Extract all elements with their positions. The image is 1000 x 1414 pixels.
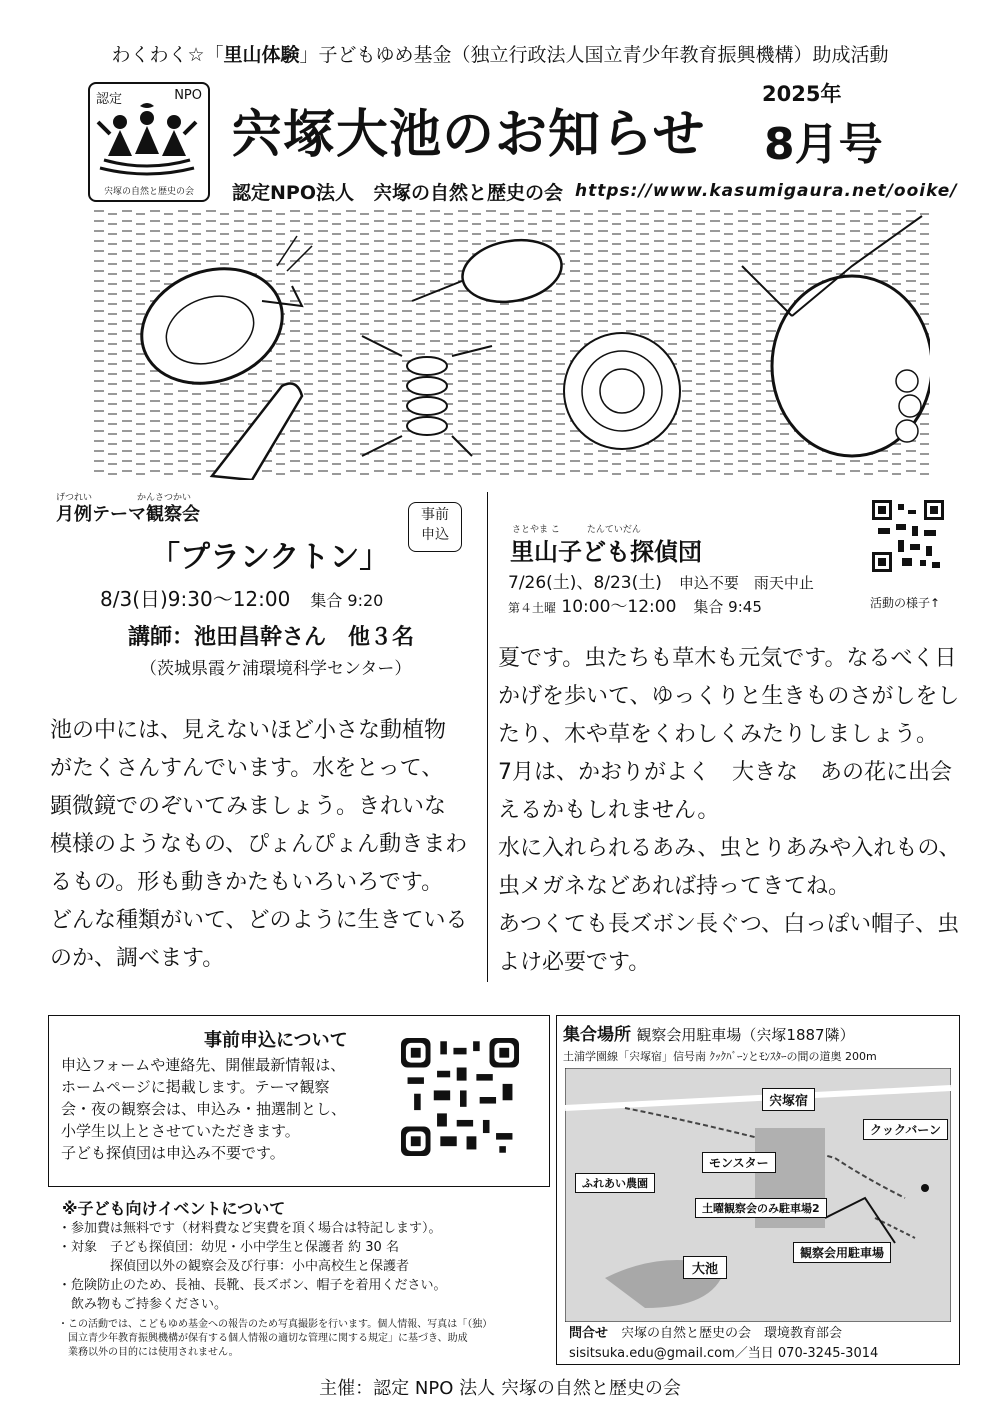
organizer-footer: 主催：認定 NPO 法人 宍塚の自然と歴史の会 xyxy=(319,1378,681,1399)
detective-line: よけ必要です。 xyxy=(498,950,651,975)
application-box xyxy=(48,1015,550,1187)
kids-line: ・危険防止のため、長袖、長靴、長ズボン、帽子を着用ください。 xyxy=(58,1278,447,1293)
detective-meet-time: 集合 9:45 xyxy=(693,598,762,616)
detective-note: 申込不要 雨天中止 xyxy=(678,574,814,592)
detective-line: 夏です。虫たちも草木も元気です。なるべく日 xyxy=(498,646,957,671)
plankton-line: 池の中には、見えないほど小さな動植物 xyxy=(50,718,447,743)
pre-registration-badge: 事前 申込 xyxy=(408,502,462,552)
newsletter-title: 宍塚大池のお知らせ xyxy=(230,105,706,165)
meeting-place: 観察会用駐車場（宍塚1887隣） xyxy=(636,1026,855,1044)
plankton-line: のか、調べます。 xyxy=(50,946,225,971)
column-divider xyxy=(487,492,488,982)
application-line: 会・夜の観察会は、申込み・抽選制とし、 xyxy=(61,1100,347,1118)
privacy-line: ・この活動では、こどもゆめ基金への報告のため写真撮影を行います。個人情報、写真は「（独） xyxy=(58,1319,493,1330)
meeting-heading-row xyxy=(563,1020,855,1045)
logo-org-name: 宍塚の自然と歴史の会 xyxy=(103,187,194,197)
series-ruby: げつれい かんさつかい xyxy=(56,493,192,503)
application-line: 小学生以上とさせていただきます。 xyxy=(61,1122,300,1140)
plankton-line: どんな種類がいて、どのように生きている xyxy=(50,908,468,933)
lecturer-affiliation: （茨城県霞ケ浦環境科学センター） xyxy=(140,659,412,679)
lecturer: 講師：池田昌幹さん 他３名 xyxy=(128,625,415,650)
issue-month: 8月号 xyxy=(764,119,883,170)
logo-children-icon xyxy=(90,100,204,180)
application-text xyxy=(61,1054,346,1164)
activity-qr-code[interactable] xyxy=(872,500,944,572)
detective-line: 7月は、かおりがよく 大きな あの花に出会 xyxy=(498,760,952,785)
plankton-line: 顕微鏡でのぞいてみましょう。きれいな xyxy=(50,794,447,819)
meeting-directions: 土浦学園線「宍塚宿」信号南 ｸｯｸﾊﾞｰﾝとﾓﾝｽﾀｰの間の道奥 200m xyxy=(563,1050,877,1063)
website-url[interactable]: https://www.kasumigaura.net/ooike/ xyxy=(575,181,958,201)
map-label-ooike: 大池 xyxy=(683,1256,727,1279)
detective-line: あつくても長ズボン長ぐつ、白っぽい帽子、虫 xyxy=(498,912,960,937)
event-title-detective: 里山子ども探偵団 xyxy=(510,538,702,566)
kids-line: ・対象 子ども探偵団：幼児・小中学生と保護者 約 30 名 xyxy=(58,1240,399,1255)
sponsor-suffix: 」子どもゆめ基金（独立行政法人国立青少年教育振興機構）助成活動 xyxy=(299,44,889,66)
map-label-cook-barn: クックバーン xyxy=(863,1119,948,1140)
privacy-note xyxy=(58,1318,492,1360)
map-label-fureai: ふれあい農園 xyxy=(575,1173,655,1193)
contact-label: 問合せ xyxy=(569,1326,609,1341)
meeting-place-box xyxy=(556,1015,960,1365)
sponsor-line xyxy=(0,40,1000,67)
application-line: 申込フォームや連絡先、開催最新情報は、 xyxy=(61,1056,346,1074)
kids-line: ・参加費は無料です（材料費など実費を頂く場合は特記します）。 xyxy=(58,1221,442,1236)
series-label: 月例テーマ観察会 xyxy=(56,504,200,525)
detective-line: たり、木や草をくわしくみたりしましょう。 xyxy=(498,722,939,747)
kids-line: 探偵団以外の観察会及び行事：小中高校生と保護者 xyxy=(58,1259,410,1274)
contact-org: 宍塚の自然と歴史の会 環境教育部会 xyxy=(621,1326,843,1341)
detective-line: 虫メガネなどあれば持ってきてね。 xyxy=(498,874,851,899)
detective-description xyxy=(498,640,968,982)
detective-time: 10:00〜12:00 xyxy=(561,597,677,617)
privacy-line: 業務以外の目的には使用されません。 xyxy=(58,1347,239,1358)
sponsor-prefix: わくわく☆「 xyxy=(111,44,224,66)
logo-npo: NPO xyxy=(174,88,202,103)
npo-logo xyxy=(88,82,210,202)
plankton-line: がたくさんすんでいます。水をとって、 xyxy=(50,756,444,781)
application-qr-code[interactable] xyxy=(401,1038,519,1156)
meeting-map xyxy=(565,1068,951,1322)
detective-line: かげを歩いて、ゆっくりと生きものさがしをし xyxy=(498,684,960,709)
plankton-date: 8/3(日)9:30〜12:00 xyxy=(100,587,291,611)
meeting-heading: 集合場所 xyxy=(563,1025,631,1045)
detective-schedule-row xyxy=(508,592,762,617)
detective-schedule-prefix: 第４土曜 xyxy=(508,601,557,615)
plankton-line: るもの。形も動きかたもいろいろです。 xyxy=(50,870,444,895)
detective-dates-row xyxy=(508,568,814,593)
map-label-monster: モンスター xyxy=(702,1152,776,1173)
org-name: 認定NPO法人 宍塚の自然と歴史の会 xyxy=(232,182,563,204)
application-line: ホームページに掲載します。テーマ観察 xyxy=(61,1078,330,1096)
detective-title-ruby: さとやま こ たんていだん xyxy=(512,525,641,535)
privacy-line: 国立青少年教育振興機構が保有する個人情報の適切な管理に関する規定」に基づき、助成 xyxy=(58,1333,468,1344)
application-heading: 事前申込について xyxy=(204,1030,348,1051)
detective-line: えるかもしれません。 xyxy=(498,798,720,823)
kids-line: 飲み物もご持参ください。 xyxy=(58,1297,228,1312)
detective-line: 水に入れられるあみ、虫とりあみや入れもの、 xyxy=(498,836,961,861)
map-label-shishitsuka-juku: 宍塚宿 xyxy=(762,1088,815,1111)
plankton-line: 模様のようなもの、ぴょんぴょん動きまわ xyxy=(50,832,468,857)
contact-detail[interactable]: sisitsuka.edu@gmail.com／当日 070-3245-3014 xyxy=(569,1346,879,1361)
event-title-plankton: 「プランクトン」 xyxy=(150,540,390,575)
sponsor-highlight: 里山体験 xyxy=(223,44,300,66)
qr-caption: 活動の様子↑ xyxy=(870,596,941,610)
logo-certified: 認定 xyxy=(96,92,123,107)
plankton-illustration xyxy=(92,206,930,480)
map-label-parking: 観察会用駐車場 xyxy=(793,1242,891,1263)
plankton-datetime xyxy=(100,583,383,612)
kids-heading: ※子ども向けイベントについて xyxy=(62,1199,286,1218)
kids-info xyxy=(58,1219,446,1314)
detective-dates: 7/26(土)、8/23(土) xyxy=(508,573,662,593)
application-line: 子ども探偵団は申込み不要です。 xyxy=(61,1144,285,1162)
contact-row xyxy=(569,1322,842,1341)
map-label-saturday-parking: 土曜観察会のみ駐車場2 xyxy=(695,1198,827,1218)
plankton-meet-time: 集合 9:20 xyxy=(310,591,384,610)
plankton-description xyxy=(50,712,480,978)
issue-year: 2025年 xyxy=(762,82,842,106)
